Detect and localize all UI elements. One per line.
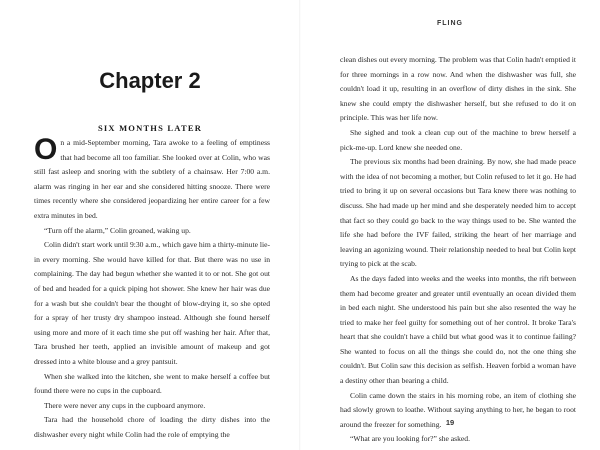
drop-cap: O	[34, 133, 58, 166]
paragraph: “Turn off the alarm,” Colin groaned, waking up.	[44, 225, 191, 235]
right-page	[300, 0, 600, 450]
paragraph: As the days faded into weeks and the weeks into months, the rift between them had become greater and greater until eventually an ocean divided them in bed each night. She understood his pain but she also resented the way he tried to make her feel guilty for something out of her control. It broke Tara's heart that she couldn't have a child but what good was it to continue failing? She wanted to focus on all the things she could do, not the one thing she couldn't. But Colin saw this decision as selfish. Heaven forbid a woman have a destiny other than bearing a child.	[340, 273, 576, 386]
section-heading: SIX MONTHS LATER	[97, 123, 203, 133]
paragraph: Colin didn't start work until 9:30 a.m., which gave him a thirty-minute lie-in every morning. She would have killed for that. But there was no use in complaining. The day had begun whether she wanted it to or not. She got out of bed and headed for a quick piping hot shower. She knew her hair was due for a wash but she couldn't bear the thought of blow-drying it, so she opted for a spray of her trusty dry shampoo instead. Although she found herself using more and more of it each time she put off washing her hair. After that, Tara brushed her teeth, applied an invisible amount of makeup and got dressed into a white blouse and a grey pantsuit.	[34, 240, 270, 366]
paragraph: There were never any cups in the cupboard anymore.	[44, 400, 206, 410]
chapter-title: Chapter 2	[99, 68, 201, 93]
paragraph: The previous six months had been draining. By now, she had made peace with the idea of not becoming a mother, but Colin refused to let it go. He had tried to bring it up on several occasions but Tara knew there was nothing to discuss. She had made up her mind and she desperately needed him to accept that fact so they could go back to the way things used to be. She wanted the life she had before the IVF failed, striking the heart of her marriage and leaving an agonizing wound. Their relationship needed to heal but Colin kept trying to pick at the scab.	[340, 157, 576, 269]
right-body-text	[340, 53, 576, 447]
running-head: FLING	[437, 20, 463, 27]
paragraph	[34, 133, 270, 224]
left-body-text	[34, 133, 270, 442]
paragraph: When she walked into the kitchen, she went to make herself a coffee but found there were no cups in the cupboard.	[34, 371, 270, 396]
paragraph: clean dishes out every morning. The problem was that Colin hadn't emptied it for three mornings in a row now. And when the dishwasher was full, she couldn't load it up, resulting in an overflow of dirty dishes in the sink. She knew she could empty the dishwasher herself, but she refused to do it on principle. This was her life now.	[340, 55, 576, 123]
paragraph: She sighed and took a clean cup out of the machine to brew herself a pick-me-up. Lord knew she needed one.	[340, 127, 576, 152]
paragraph-text: n a mid-September morning, Tara awoke to a feeling of emptiness that had become all too familiar. She looked over at Colin, who was still fast asleep and snoring with the subtlety of a chainsaw. Her 7:00 a.m. alarm was ringing in her ear and she considered hitting snooze. There were times recently where she considered jeopardizing her entire career for a few extra minutes in bed.	[34, 138, 270, 220]
paragraph: “What are you looking for?” she asked.	[350, 434, 470, 444]
page-number: 19	[445, 418, 455, 427]
paragraph: Colin came down the stairs in his morning robe, an item of clothing she had slowly grown to loathe. Without saying anything to her, he began to root around the freezer for something.	[340, 390, 576, 429]
paragraph: Tara had the household chore of loading the dirty dishes into the dishwasher every night while Colin had the role of emptying the	[34, 415, 270, 439]
